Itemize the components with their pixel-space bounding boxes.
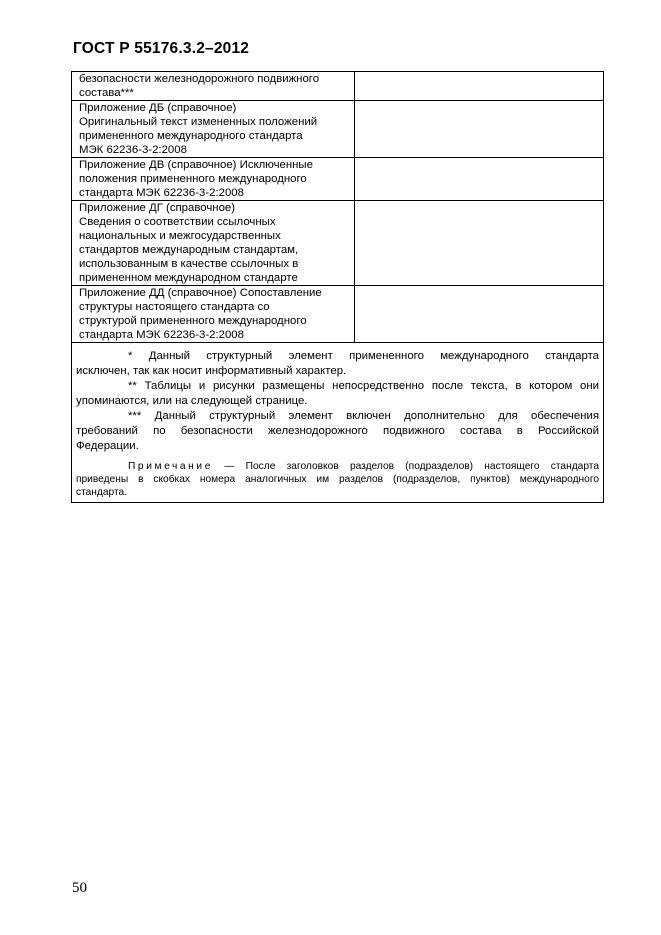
- cell-line: стандарта МЭК 62236-3-2:2008: [79, 187, 244, 199]
- note-line: стандарта.: [76, 487, 128, 498]
- page-number: 50: [72, 880, 87, 896]
- cell-line: Сведения о соответствии ссылочных: [79, 216, 276, 228]
- footnote-line: Федерации.: [76, 440, 139, 452]
- cell-line: безопасности железнодорожного подвижного: [79, 73, 320, 85]
- footnote-line: *** Данный структурный элемент включен дополнительно для обеспечения: [128, 410, 599, 422]
- table-cell-right: [355, 72, 604, 101]
- cell-line: структуры настоящего стандарта со: [79, 301, 270, 313]
- cell-line: Приложение ДВ (справочное) Исключенные: [79, 159, 313, 171]
- footnote-1: [76, 349, 599, 379]
- cell-line: использованным в качестве ссылочных в: [79, 258, 299, 270]
- table-row: [72, 158, 604, 201]
- cell-line: стандартов международным стандартам,: [79, 244, 299, 256]
- cell-line: Оригинальный текст измененных положений: [79, 116, 318, 128]
- cell-line: состава***: [79, 87, 134, 99]
- footnote-line: требований по безопасности железнодорожного подвижного состава в Российской: [76, 425, 599, 437]
- cell-line: МЭК 62236-3-2:2008: [79, 144, 187, 156]
- table-row: [72, 72, 604, 101]
- table-row: [72, 201, 604, 286]
- footnote-line: упоминаются, или на следующей странице.: [76, 395, 308, 407]
- note-text: — После заголовков разделов (подразделов) настоящего стандарта: [224, 461, 599, 472]
- note-label: Примечание: [128, 461, 213, 472]
- cell-line: примененном международном стандарте: [79, 272, 298, 284]
- table-cell-right: [355, 101, 604, 158]
- table-cell-right: [355, 286, 604, 343]
- footnote-line: ** Таблицы и рисунки размещены непосредственно после текста, в котором они: [128, 380, 599, 392]
- footnote-line: исключен, так как носит информативный характер.: [76, 365, 347, 377]
- table-row: [72, 101, 604, 158]
- cell-line: национальных и межгосударственных: [79, 230, 281, 242]
- footnote-2: [76, 379, 599, 409]
- cell-line: Приложение ДД (справочное) Сопоставление: [79, 287, 322, 299]
- cell-line: положения примененного международного: [79, 173, 307, 185]
- footnotes-cell: [72, 343, 604, 503]
- table-cell-left: [72, 101, 355, 158]
- cell-line: стандарта МЭК 62236-3-2:2008: [79, 329, 244, 341]
- footnotes-row: [72, 343, 604, 503]
- note-line: [76, 460, 599, 473]
- cell-line: примененного международного стандарта: [79, 130, 303, 142]
- table-cell-right: [355, 201, 604, 286]
- table-cell-left: [72, 72, 355, 101]
- table-cell-right: [355, 158, 604, 201]
- note-line: приведены в скобках номера аналогичных им разделов (подразделов, пунктов) международного: [76, 474, 599, 485]
- correspondence-table: [71, 71, 604, 503]
- cell-line: структурой примененного международного: [79, 315, 307, 327]
- table-cell-left: [72, 286, 355, 343]
- table-note: [76, 460, 599, 499]
- table-row: [72, 286, 604, 343]
- cell-line: Приложение ДГ (справочное): [79, 202, 236, 214]
- cell-line: Приложение ДБ (справочное): [79, 102, 237, 114]
- table-cell-left: [72, 158, 355, 201]
- footnote-line: * Данный структурный элемент примененного международного стандарта: [128, 350, 599, 362]
- footnote-3: [76, 409, 599, 454]
- document-header: ГОСТ Р 55176.3.2–2012: [73, 40, 250, 57]
- table-cell-left: [72, 201, 355, 286]
